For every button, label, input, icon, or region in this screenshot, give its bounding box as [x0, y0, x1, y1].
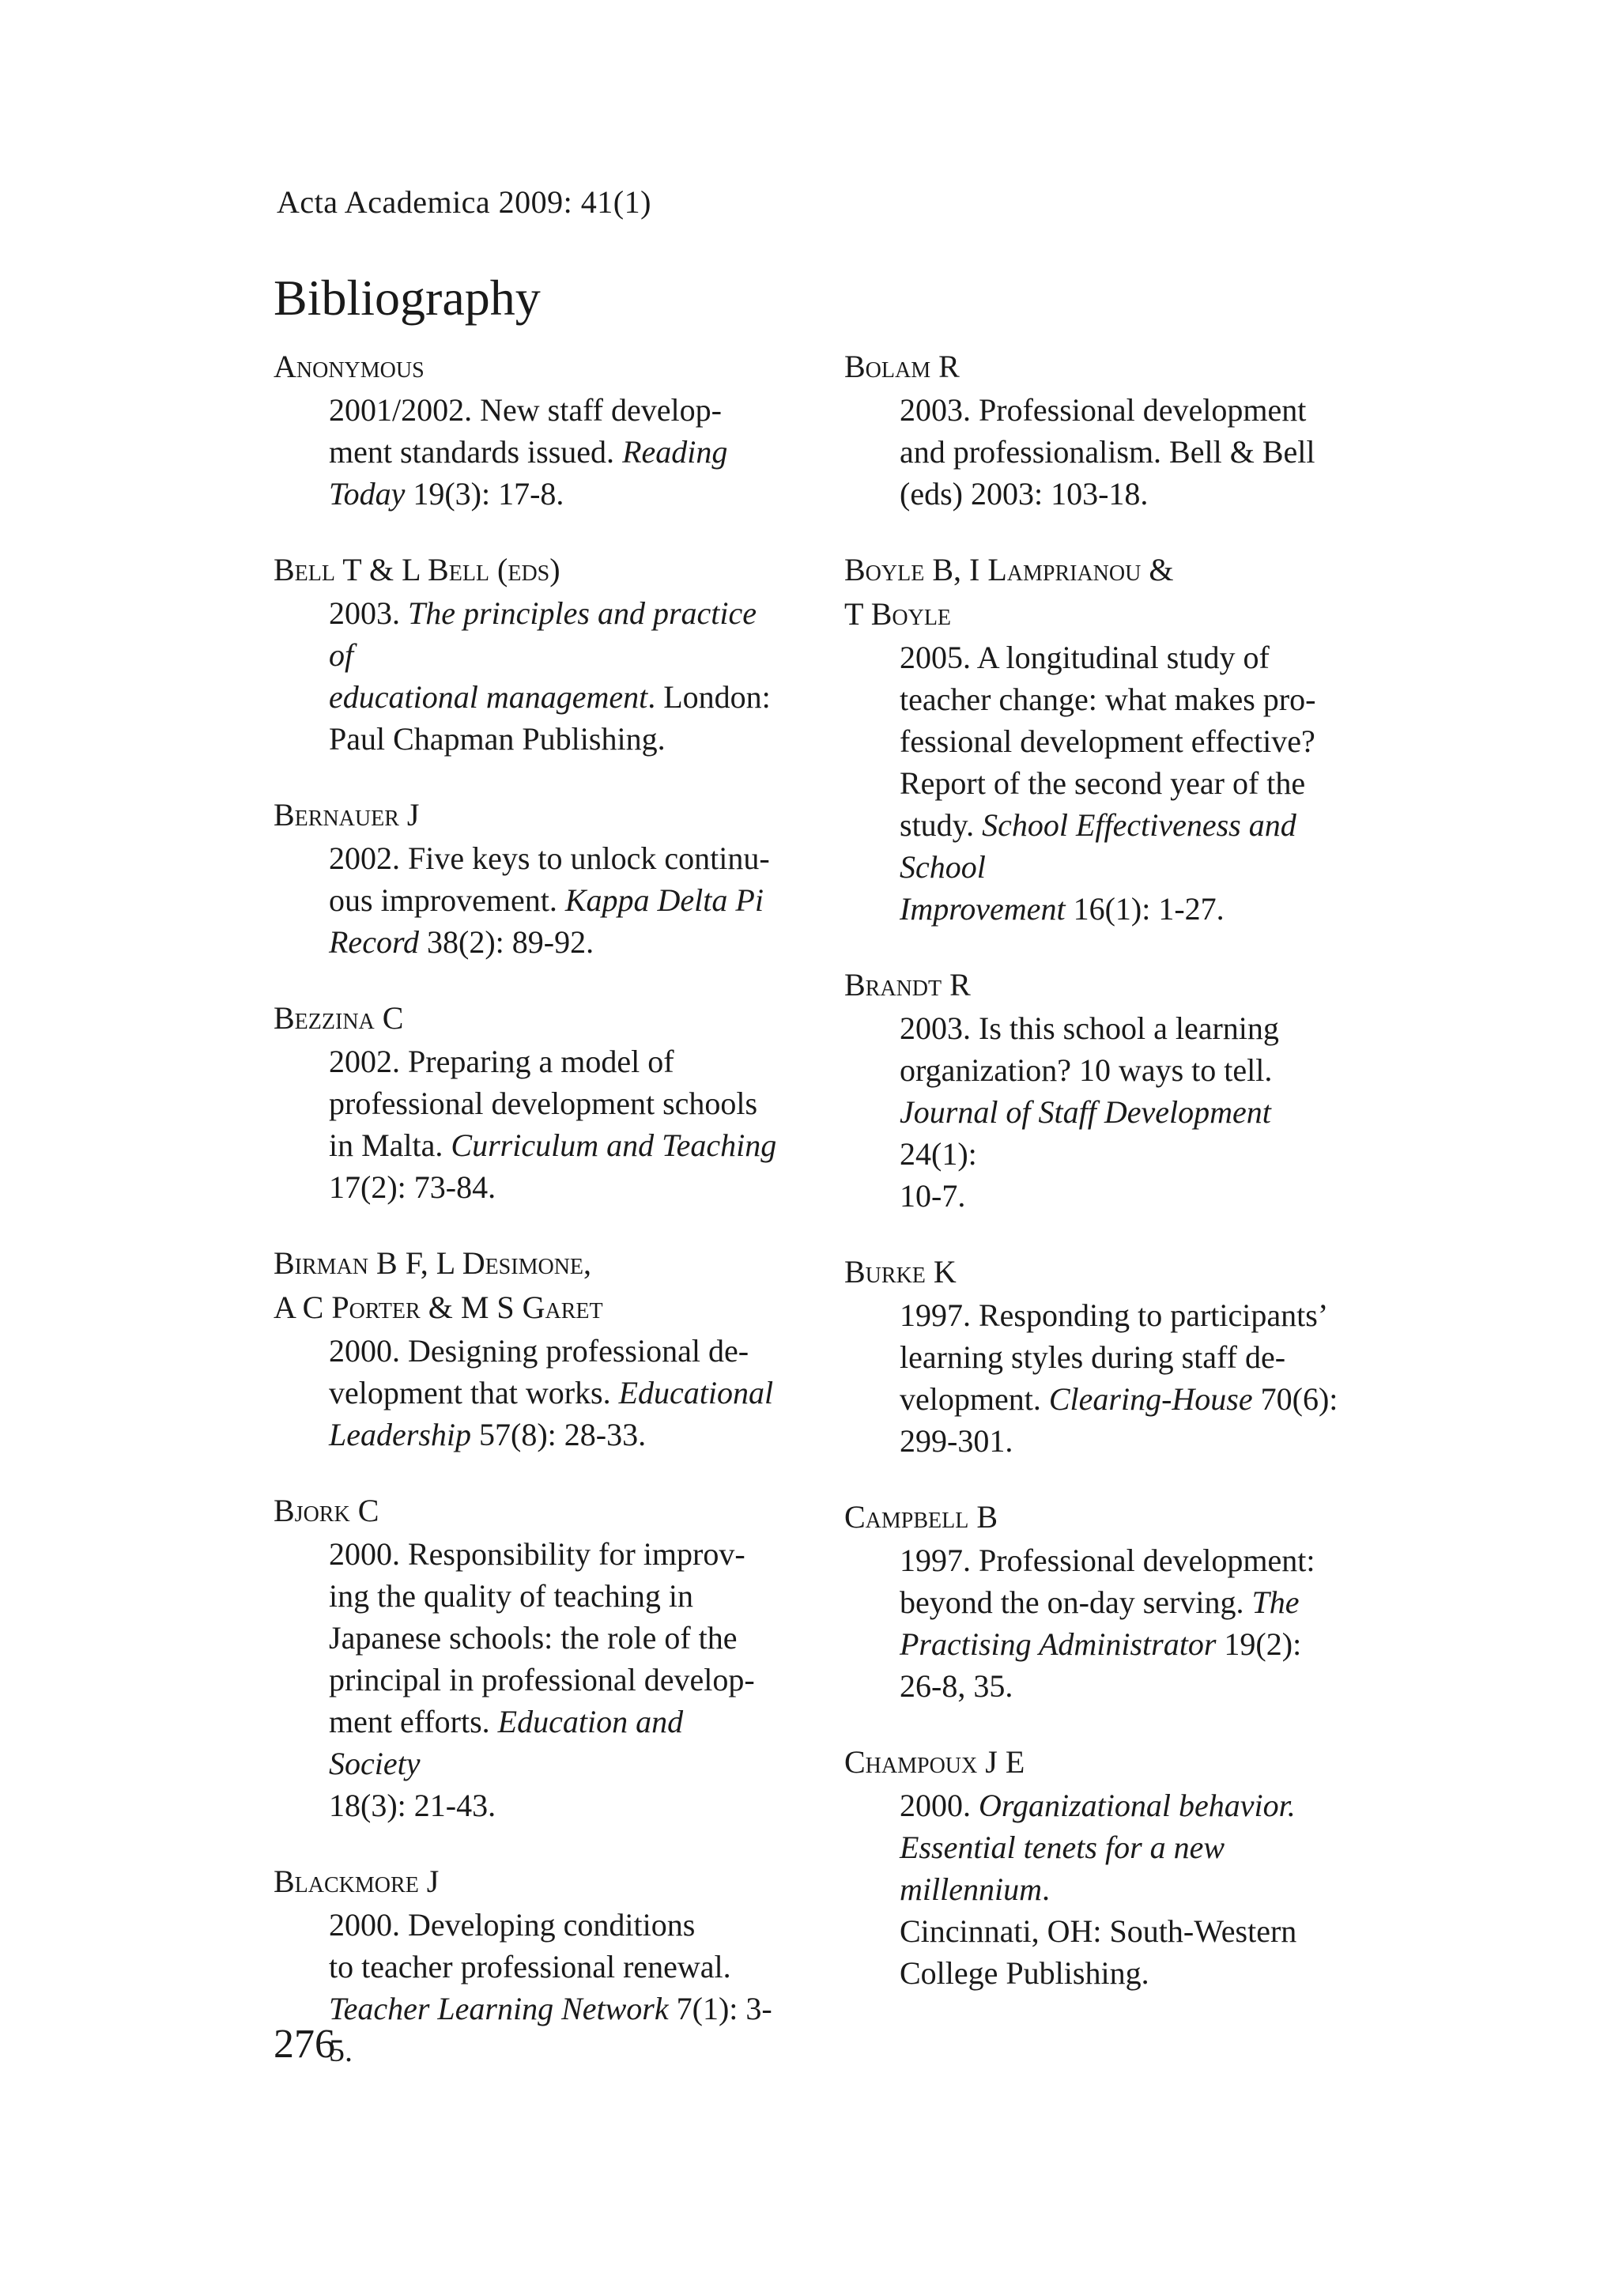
entry-reference-line	[329, 1533, 779, 1575]
text-segment: teacher change: what makes pro-	[900, 682, 1316, 717]
running-head: Acta Academica 2009: 41(1)	[277, 184, 651, 220]
text-segment: 2005. A longitudinal study of	[900, 640, 1270, 675]
text-segment: fessional development effective?	[900, 723, 1315, 759]
entry-reference-line	[329, 1617, 779, 1659]
text-segment: study.	[900, 807, 983, 843]
bibliography-entry	[274, 345, 779, 515]
entry-reference-line	[329, 1372, 779, 1414]
text-segment: 7(1): 3-5.	[329, 1991, 772, 2068]
entry-reference-line	[329, 879, 779, 921]
bibliography-column-right	[844, 345, 1350, 2027]
italic-title-segment: Kappa Delta Pi	[564, 882, 764, 918]
entry-reference-line	[900, 804, 1350, 888]
text-segment: . London:	[647, 679, 771, 715]
entry-author: Burke K	[844, 1254, 957, 1290]
entry-reference-line	[900, 1049, 1350, 1091]
italic-title-segment: The	[1251, 1584, 1300, 1620]
bibliography-entry	[274, 1489, 779, 1826]
entry-author: Bernauer J	[274, 797, 420, 833]
entry-author: Bolam R	[844, 349, 960, 384]
entry-reference-line	[900, 1826, 1350, 1910]
entry-reference-line	[900, 678, 1350, 720]
entry-reference-line	[329, 1414, 779, 1456]
text-segment: in Malta.	[329, 1127, 451, 1163]
bibliography-entry	[274, 996, 779, 1208]
text-segment: 70(6):	[1252, 1381, 1338, 1417]
entry-reference-line	[329, 718, 779, 760]
text-segment: Report of the second year of the	[900, 765, 1306, 801]
page-number: 276	[274, 2022, 335, 2067]
text-segment: 26-8, 35.	[900, 1668, 1013, 1704]
text-segment: 38(2): 89-92.	[419, 924, 594, 960]
text-segment: 2003. Professional development	[900, 392, 1307, 428]
entry-reference-line	[900, 1336, 1350, 1378]
entry-reference-line	[329, 1946, 779, 1988]
entry-reference-line	[900, 720, 1350, 762]
text-segment: College Publishing.	[900, 1955, 1149, 1991]
entry-reference-line	[900, 1007, 1350, 1049]
entry-reference-line	[900, 636, 1350, 678]
entry-reference-line	[329, 1659, 779, 1701]
entry-author: Birman B F, L Desimone,	[274, 1245, 592, 1281]
italic-title-segment: Leadership	[329, 1417, 471, 1452]
italic-title-segment: educational management	[329, 679, 648, 715]
text-segment: 2000. Responsibility for improv-	[329, 1536, 745, 1572]
section-title: Bibliography	[274, 270, 541, 326]
text-segment: principal in professional develop-	[329, 1662, 755, 1697]
entry-author: Anonymous	[274, 349, 425, 384]
italic-title-segment: The principles and practice of	[329, 595, 757, 673]
entry-reference-line	[900, 1539, 1350, 1581]
bibliography-entry	[274, 793, 779, 963]
bibliography-entry	[844, 1250, 1350, 1462]
text-segment: 17(2): 73-84.	[329, 1169, 496, 1205]
entry-reference-line	[329, 592, 779, 676]
text-segment: velopment.	[900, 1381, 1049, 1417]
italic-title-segment: Reading	[622, 434, 728, 470]
entry-author: Blackmore J	[274, 1864, 440, 1899]
entry-reference-line	[329, 676, 779, 718]
italic-title-segment: Education and Society	[329, 1704, 684, 1781]
text-segment: ing the quality of teaching in	[329, 1578, 693, 1614]
text-segment: 2000. Developing conditions	[329, 1907, 696, 1943]
italic-title-segment: Teacher Learning Network	[329, 1991, 669, 2026]
entry-reference-line	[900, 1784, 1350, 1826]
text-segment: 1997. Responding to participants’	[900, 1297, 1329, 1333]
italic-title-segment: Educational	[618, 1375, 774, 1410]
text-segment: 57(8): 28-33.	[471, 1417, 647, 1452]
bibliography-entry	[274, 1241, 779, 1456]
text-segment: 2003. Is this school a learning	[900, 1010, 1279, 1046]
text-segment: 2002. Preparing a model of	[329, 1044, 674, 1079]
entry-reference-line	[900, 888, 1350, 930]
entry-reference-line	[900, 1420, 1350, 1462]
entry-reference-line	[329, 1784, 779, 1826]
entry-reference-line	[900, 1910, 1350, 1952]
bibliography-entry	[844, 1740, 1350, 1994]
entry-reference-line	[900, 1378, 1350, 1420]
entry-reference-line	[900, 1623, 1350, 1665]
entry-reference-line	[329, 837, 779, 879]
entry-reference-line	[900, 1091, 1350, 1175]
italic-title-segment: Essential tenets for a new millennium	[900, 1830, 1225, 1907]
text-segment: professional development schools	[329, 1086, 758, 1121]
text-segment: ous improvement.	[329, 882, 565, 918]
entry-reference-line	[329, 1575, 779, 1617]
text-segment: ment standards issued.	[329, 434, 623, 470]
entry-author: Bell T & L Bell (eds)	[274, 552, 560, 587]
entry-author: Bezzina C	[274, 1000, 404, 1036]
entry-reference-line	[329, 1330, 779, 1372]
entry-reference-line	[329, 1124, 779, 1166]
entry-reference-line	[329, 431, 779, 473]
bibliography-column-left	[274, 345, 779, 2105]
text-segment: .	[1041, 1871, 1050, 1907]
text-segment: organization? 10 ways to tell.	[900, 1052, 1273, 1088]
entry-reference-line	[329, 1166, 779, 1208]
entry-author: Champoux J E	[844, 1744, 1025, 1780]
text-segment: 16(1): 1-27.	[1065, 891, 1225, 927]
entry-reference-line	[329, 473, 779, 515]
entry-reference-line	[329, 1904, 779, 1946]
italic-title-segment: Record	[329, 924, 420, 960]
text-segment: 2000.	[900, 1788, 979, 1823]
text-segment: 10-7.	[900, 1178, 966, 1214]
italic-title-segment: Curriculum and Teaching	[451, 1127, 777, 1163]
entry-reference-line	[329, 1701, 779, 1784]
italic-title-segment: Clearing-House	[1048, 1381, 1253, 1417]
entry-reference-line	[900, 1294, 1350, 1336]
text-segment: 2001/2002. New staff develop-	[329, 392, 722, 428]
text-segment: 2000. Designing professional de-	[329, 1333, 749, 1369]
text-segment: 19(2):	[1216, 1626, 1302, 1662]
text-segment: 2003.	[329, 595, 408, 631]
text-segment: Japanese schools: the role of the	[329, 1620, 738, 1656]
text-segment: beyond the on-day serving.	[900, 1584, 1252, 1620]
text-segment: (eds) 2003: 103-18.	[900, 476, 1149, 512]
text-segment: Cincinnati, OH: South-Western	[900, 1913, 1297, 1949]
text-segment: to teacher professional renewal.	[329, 1949, 731, 1984]
italic-title-segment: Today	[329, 476, 406, 512]
text-segment: 2002. Five keys to unlock continu-	[329, 840, 770, 876]
text-segment: 19(3): 17-8.	[405, 476, 564, 512]
entry-author: A C Porter & M S Garet	[274, 1290, 603, 1325]
entry-reference-line	[329, 1988, 779, 2071]
text-segment: velopment that works.	[329, 1375, 619, 1410]
entry-reference-line	[329, 1040, 779, 1082]
entry-reference-line	[329, 389, 779, 431]
entry-reference-line	[900, 1581, 1350, 1623]
text-segment: 18(3): 21-43.	[329, 1788, 496, 1823]
entry-reference-line	[900, 473, 1350, 515]
entry-author: Boyle B, I Lamprianou &	[844, 552, 1174, 587]
text-segment: ment efforts.	[329, 1704, 498, 1739]
bibliography-entry	[844, 548, 1350, 930]
entry-reference-line	[329, 1082, 779, 1124]
bibliography-entry	[844, 345, 1350, 515]
bibliography-entry	[844, 963, 1350, 1217]
italic-title-segment: Journal of Staff Development	[900, 1094, 1271, 1130]
text-segment: learning styles during staff de-	[900, 1339, 1286, 1375]
text-segment: Paul Chapman Publishing.	[329, 721, 666, 757]
entry-author: Bjork C	[274, 1493, 379, 1528]
italic-title-segment: Practising Administrator	[900, 1626, 1217, 1662]
entry-reference-line	[900, 389, 1350, 431]
text-segment: 299-301.	[900, 1423, 1013, 1459]
entry-reference-line	[900, 1952, 1350, 1994]
text-segment: and professionalism. Bell & Bell	[900, 434, 1315, 470]
entry-reference-line	[900, 1665, 1350, 1707]
entry-reference-line	[329, 921, 779, 963]
italic-title-segment: School Effectiveness and School	[900, 807, 1296, 885]
entry-reference-line	[900, 431, 1350, 473]
italic-title-segment: Organizational behavior.	[979, 1788, 1296, 1823]
entry-author: Brandt R	[844, 967, 971, 1003]
bibliography-entry	[274, 1860, 779, 2071]
bibliography-entry	[274, 548, 779, 760]
entry-author: Campbell B	[844, 1499, 998, 1535]
text-segment: 24(1):	[900, 1136, 977, 1172]
entry-author: T Boyle	[844, 596, 952, 632]
italic-title-segment: Improvement	[900, 891, 1066, 927]
entry-reference-line	[900, 762, 1350, 804]
bibliography-entry	[844, 1495, 1350, 1707]
entry-reference-line	[900, 1175, 1350, 1217]
text-segment: 1997. Professional development:	[900, 1543, 1315, 1578]
